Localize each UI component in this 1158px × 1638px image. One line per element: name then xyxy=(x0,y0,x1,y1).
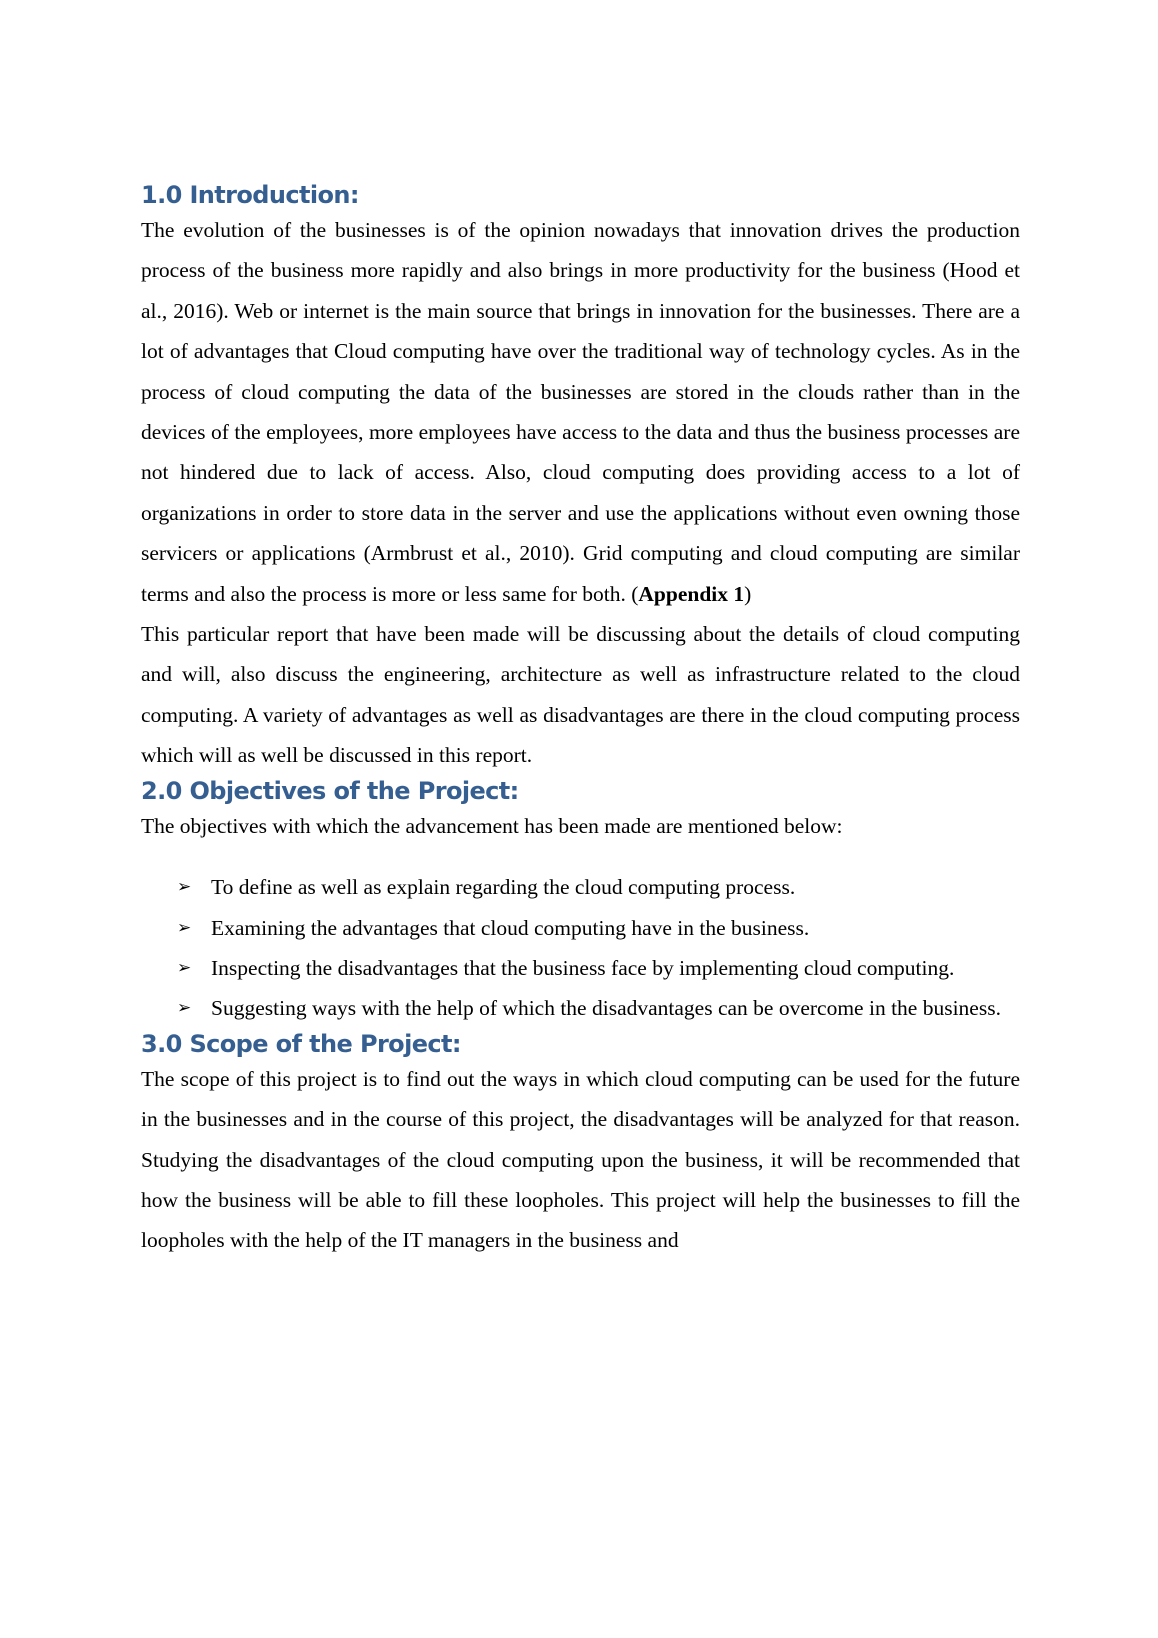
list-item-text: Inspecting the disadvantages that the business face by implementing cloud computing. xyxy=(211,955,955,980)
scope-heading: 3.0 Scope of the Project: xyxy=(141,1029,461,1058)
list-item xyxy=(141,948,1020,988)
document-page xyxy=(141,180,1020,1261)
list-item xyxy=(141,867,1020,907)
scope-paragraph: The scope of this project is to find out the ways in which cloud computing can be used for the future in the businesses and in the course of this project, the disadvantages will be analyzed for that reason. Studying the disadvantages of the cloud computing upon the business, it will be recommended that how the business will be able to fill these loopholes. This project will help the businesses to fill the loopholes with the help of the IT managers in the business and xyxy=(141,1066,1020,1253)
arrow-bullet-icon: ➢ xyxy=(177,998,192,1019)
objectives-list xyxy=(141,867,1020,1029)
arrow-bullet-icon: ➢ xyxy=(177,877,192,898)
list-item-text: Suggesting ways with the help of which the disadvantages can be overcome in the business. xyxy=(211,996,1001,1021)
list-item xyxy=(141,908,1020,948)
introduction-paragraph-2: This particular report that have been made will be discussing about the details of cloud computing and will, also discuss the engineering, architecture as well as infrastructure related to the cloud computing. A variety of advantages as well as disadvantages are there in the cloud computing process which will as well be discussed in this report. xyxy=(141,622,1020,768)
appendix-reference: Appendix 1 xyxy=(638,581,745,606)
list-item-text: Examining the advantages that cloud computing have in the business. xyxy=(211,915,810,940)
introduction-heading: 1.0 Introduction: xyxy=(141,181,359,209)
arrow-bullet-icon: ➢ xyxy=(177,957,192,978)
objectives-intro: The objectives with which the advancement has been made are mentioned below: xyxy=(141,813,843,838)
list-item xyxy=(141,988,1020,1028)
introduction-paragraph-1-text: The evolution of the businesses is of the opinion nowadays that innovation drives the production process of the business more rapidly and also brings in more productivity for the business (Hood et al., 2016). Web or internet is the main source that brings in innovation for the businesses. There are a lot of advantages that Cloud computing have over the traditional way of technology cycles. As in the process of cloud computing the data of the businesses are stored in the clouds rather than in the devices of the employees, more employees have access to the data and thus the business processes are not hindered due to lack of access. Also, cloud computing does providing access to a lot of organizations in order to store data in the server and use the applications without even owning those servicers or applications (Armbrust et al., 2010). Grid computing and cloud computing are similar terms and also the process is more or less same for both. ( xyxy=(141,218,1020,606)
list-item-text: To define as well as explain regarding the cloud computing process. xyxy=(211,875,796,900)
arrow-bullet-icon: ➢ xyxy=(177,917,192,938)
objectives-heading: 2.0 Objectives of the Project: xyxy=(141,776,519,805)
introduction-paragraph-1-close: ) xyxy=(744,581,752,606)
introduction-paragraph-1 xyxy=(141,210,1020,614)
